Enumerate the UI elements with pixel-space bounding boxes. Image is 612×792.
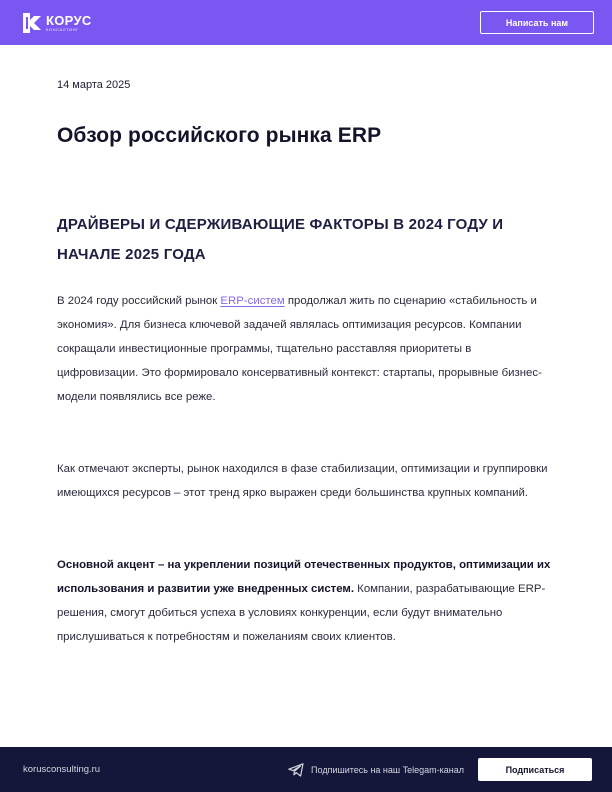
article-date: 14 марта 2025 (57, 79, 131, 91)
logo-name: КОРУС (46, 12, 92, 28)
site-link[interactable]: korusconsulting.ru (23, 764, 101, 775)
paragraph-2: Как отмечают эксперты, рынок находился в фазе стабилизации, оптимизации и группировки имеющихся ресурсов – этот тренд ярко выражен среди большинства крупных компаний. (57, 463, 548, 499)
telegram-text: Подпишитесь на наш Telegam-канал (311, 764, 464, 775)
korus-logo-icon (22, 12, 42, 34)
paragraph-3-emphasis: Основной акцент – на укреплении позиций отечественных продуктов, оптимизации их использования и развитии уже внедренных систем. (57, 559, 551, 595)
paragraph-1-body: продолжал жить по сценарию «стабильность и экономия». Для бизнеса ключевой задачей являлась оптимизация ресурсов. Компании сокращали инвестиционные программы, тщательно расставляя приоритеты в цифровизации. Это формировало консервативный контекст: стартапы, прорывные бизнес-модели появлялись все реже. (57, 295, 542, 403)
telegram-cta[interactable] (288, 763, 464, 777)
subscribe-button[interactable]: Подписаться (478, 758, 592, 781)
site-header (0, 0, 612, 45)
logo-subtitle: КОНСАЛТИНГ (46, 26, 79, 32)
paragraph-1-intro: В 2024 году российский рынок (57, 295, 221, 307)
erp-systems-link[interactable]: ERP-систем (220, 295, 285, 307)
paragraph-3-body: Компании, разрабатывающие ERP-решения, смогут добиться успеха в условиях конкуренции, если будут внимательно прислушиваться к потребностям и пожеланиям своих клиентов. (57, 583, 546, 643)
contact-us-button[interactable]: Написать нам (480, 11, 594, 34)
korus-logo[interactable] (22, 12, 92, 34)
article-title: Обзор российского рынка ERP (57, 124, 382, 147)
telegram-icon (288, 763, 304, 777)
paragraph-1 (57, 289, 555, 409)
site-footer (0, 747, 612, 792)
paragraph-3 (57, 553, 555, 649)
section-heading: ДРАЙВЕРЫ И СДЕРЖИВАЮЩИЕ ФАКТОРЫ В 2024 ГОДУ И НАЧАЛЕ 2025 ГОДА (57, 216, 504, 263)
